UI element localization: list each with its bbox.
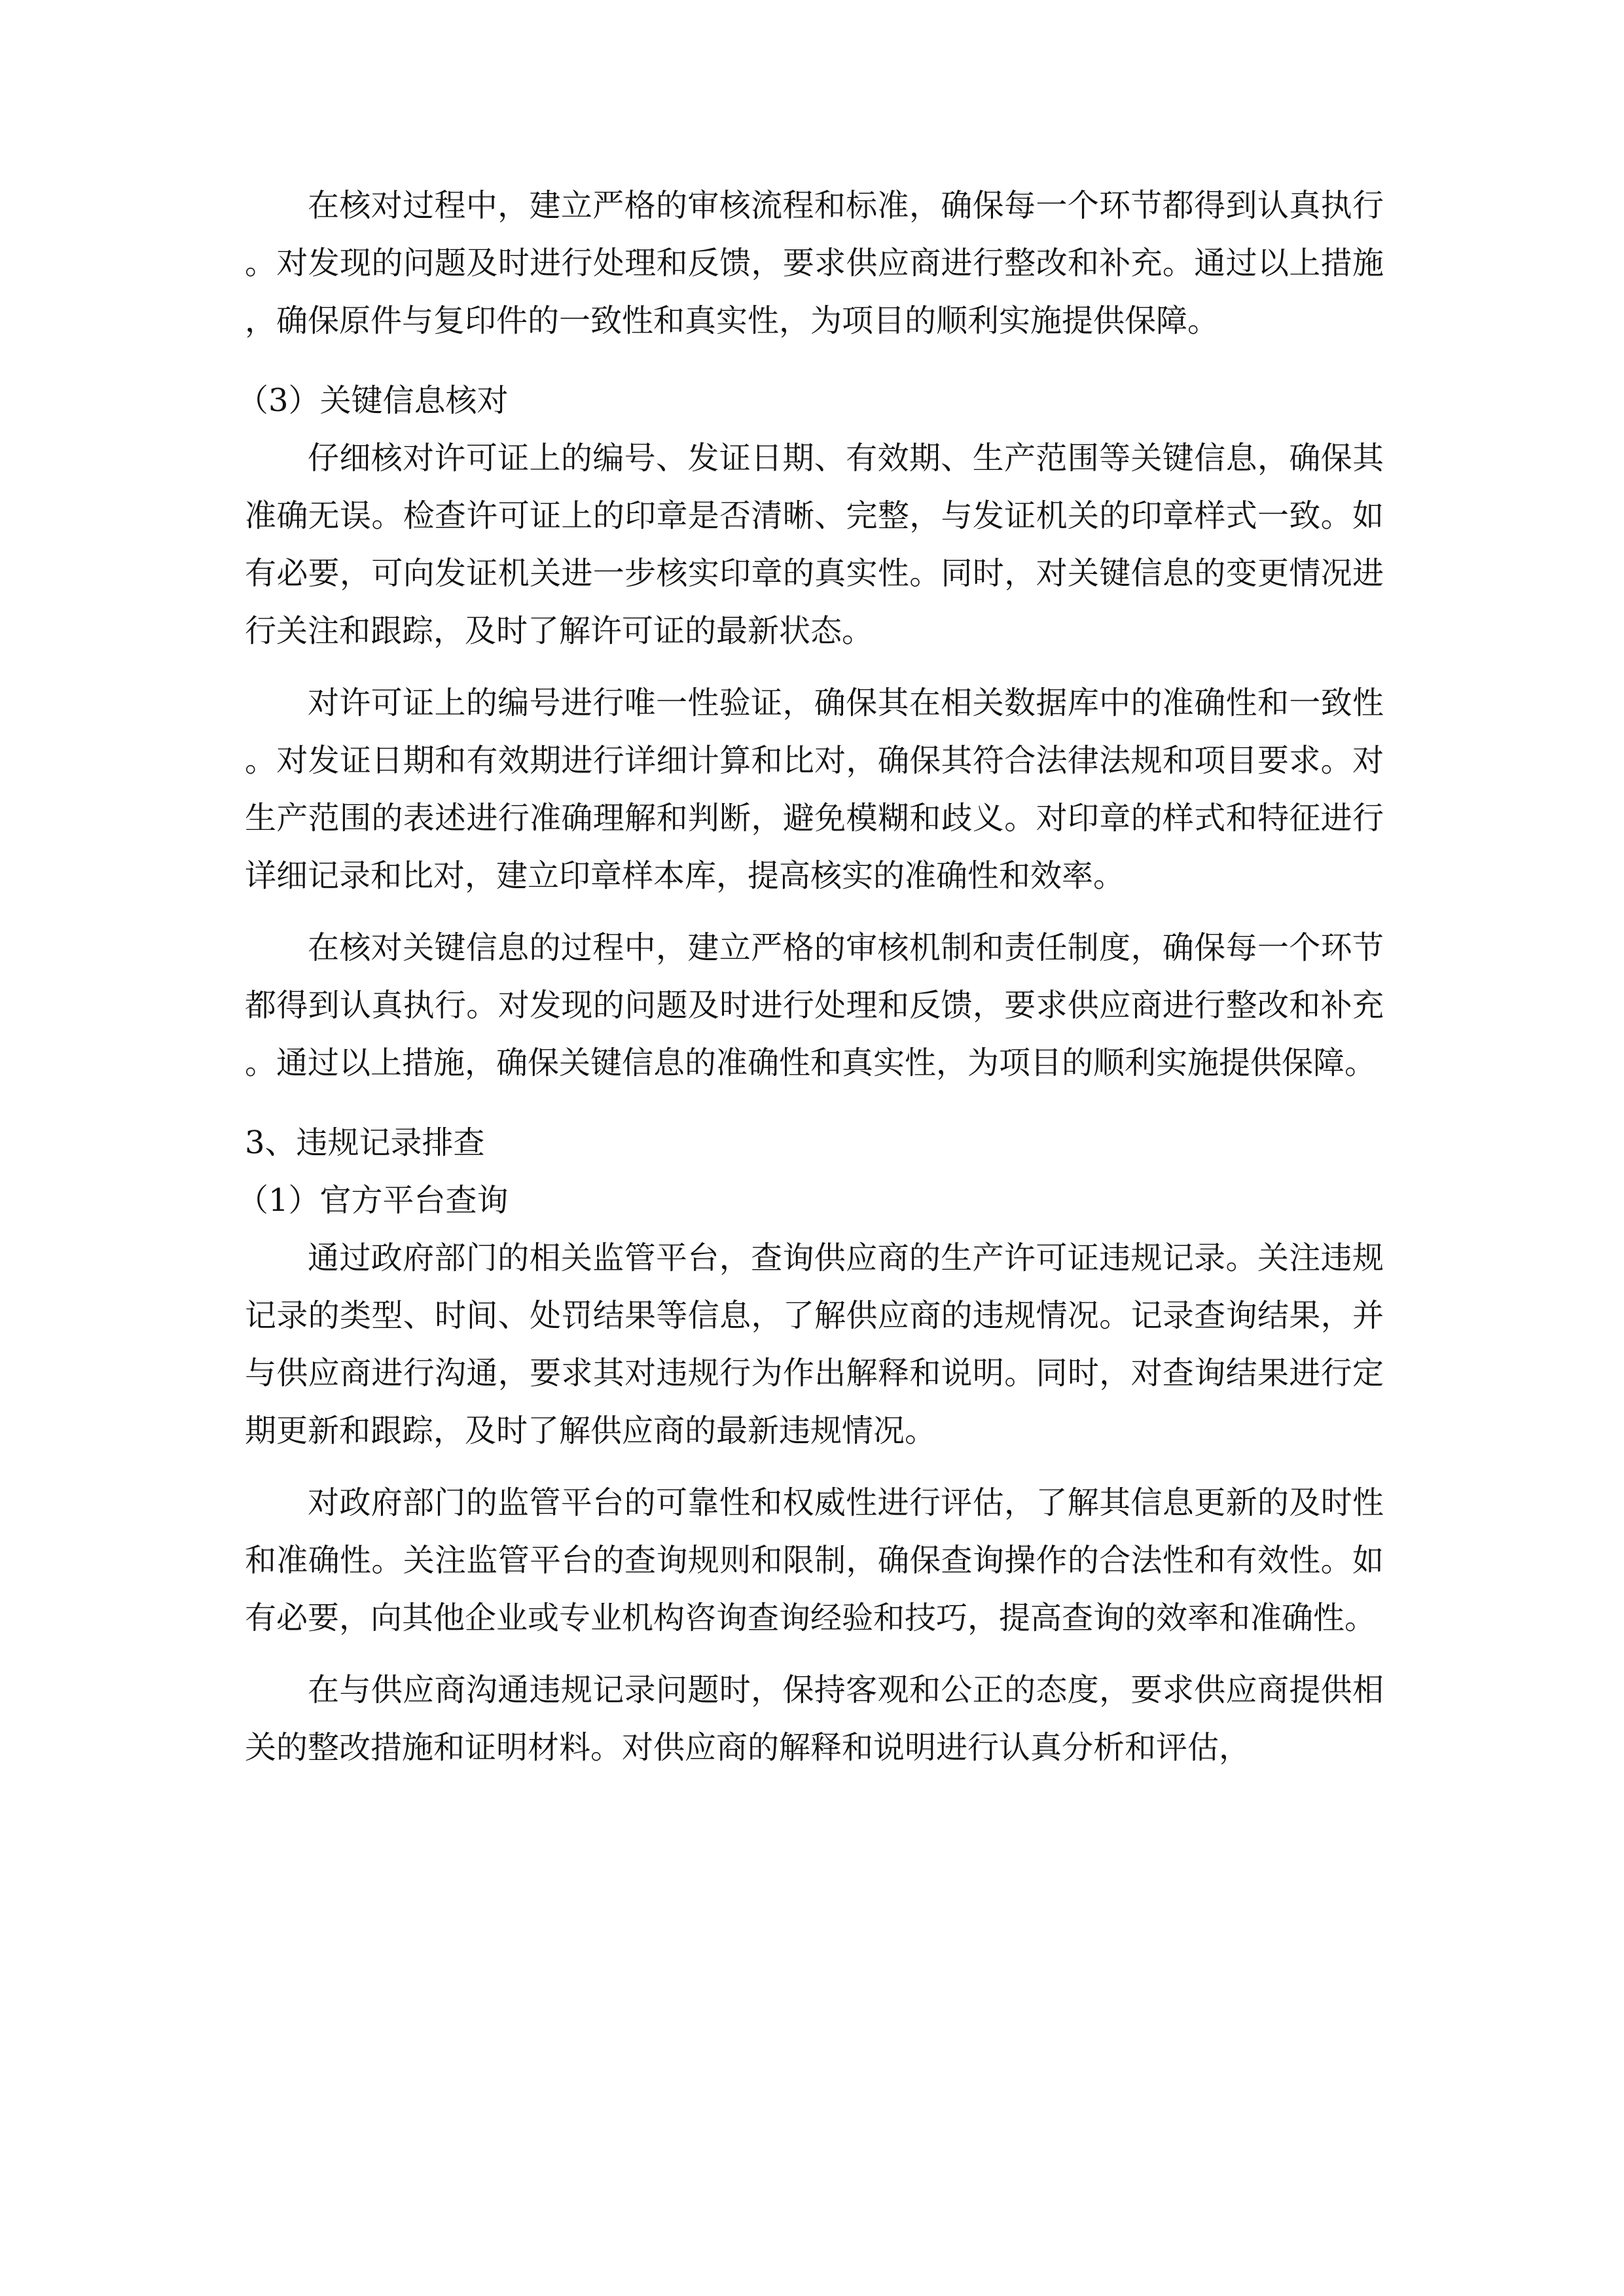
paragraph-key-info-review-mechanism: 在核对关键信息的过程中，建立严格的审核机制和责任制度，确保每一个环节都得到认真执行。对发现的问题及时进行处理和反馈，要求供应商进行整改和补充。通过以上措施，确保关键信息的准确性和真实性，为项目的顺利实施提供保障。 [245,929,1384,1081]
paragraph-platform-reliability-assessment: 对政府部门的监管平台的可靠性和权威性进行评估，了解其信息更新的及时性和准确性。关注监管平台的查询规则和限制，确保查询操作的合法性和有效性。如有必要，向其他企业或专业机构咨询查询经验和技巧，提高查询的效率和准确性。 [245,1484,1384,1636]
section-heading-official-platform-query: （1）官方平台查询 [237,1182,509,1219]
paragraph-supplier-communication: 在与供应商沟通违规记录问题时，保持客观和公正的态度，要求供应商提供相关的整改措施和证明材料。对供应商的解释和说明进行认真分析和评估， [245,1672,1384,1766]
paragraph-official-platform-query: 通过政府部门的相关监管平台，查询供应商的生产许可证违规记录。关注违规记录的类型、时间、处罚结果等信息，了解供应商的违规情况。记录查询结果，并与供应商进行沟通，要求其对违规行为作出解释和说明。同时，对查询结果进行定期更新和跟踪，及时了解供应商的最新违规情况。 [245,1240,1384,1449]
paragraph-license-number-validation: 对许可证上的编号进行唯一性验证，确保其在相关数据库中的准确性和一致性。对发证日期和有效期进行详细计算和比对，确保其符合法律法规和项目要求。对生产范围的表述进行准确理解和判断，避免模糊和歧义。对印章的样式和特征进行详细记录和比对，建立印章样本库，提高核实的准确性和效率。 [245,685,1384,894]
section-heading-violation-record-check: 3、违规记录排查 [245,1124,485,1161]
paragraph-verification-process: 在核对过程中，建立严格的审核流程和标准，确保每一个环节都得到认真执行。对发现的问题及时进行处理和反馈，要求供应商进行整改和补充。通过以上措施，确保原件与复印件的一致性和真实性，为项目的顺利实施提供保障。 [245,187,1384,339]
document-body [237,177,1384,1776]
section-heading-key-info-check: （3）关键信息核对 [237,382,509,419]
paragraph-key-info-check: 仔细核对许可证上的编号、发证日期、有效期、生产范围等关键信息，确保其准确无误。检查许可证上的印章是否清晰、完整，与发证机关的印章样式一致。如有必要，可向发证机关进一步核实印章的真实性。同时，对关键信息的变更情况进行关注和跟踪，及时了解许可证的最新状态。 [245,440,1384,649]
